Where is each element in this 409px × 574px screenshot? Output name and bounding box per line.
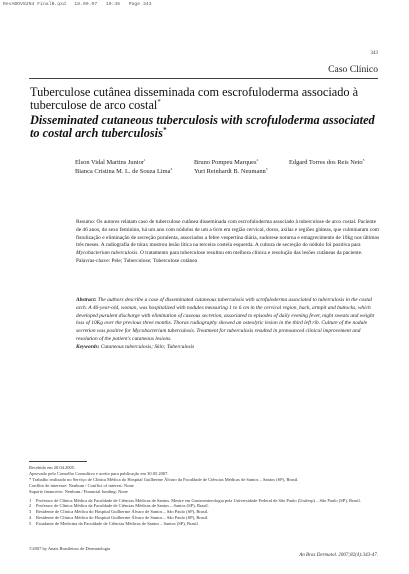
page-number: 343 — [370, 51, 378, 56]
author-2: Bruno Pompeu Marques$^2$ — [194, 157, 259, 166]
footnotes — [29, 465, 379, 527]
title-portuguese: Tuberculose cutânea disseminada com escrofuloderma associado à tuberculose de arco costal* — [30, 85, 359, 113]
work-note: * Trabalho realizado no Serviço de Clínica Médica do Hospital Guilherme Álvaro da Faculdade de Ciências Médicas de Santos – Santos (SP), Brasil. — [29, 476, 299, 482]
funding-note: Suporte financeiro: Nenhum / Financial funding: None — [29, 488, 128, 494]
author-3: Edgard Torres dos Reis Neto$^3$ — [289, 157, 365, 166]
print-slug: RevABDV82N4 FinalB.qxd 18.09.07 10:45 Page 343 — [3, 2, 152, 7]
journal-citation: An Bras Dermatol. 2007;82(4):343-47. — [299, 553, 378, 558]
abstract-paragraph: Abstract: The authors describe a case of disseminated cutaneous tuberculosis with scrofuloderma associated to tuberculosis in the costal arch. A 46-year-old, woman, was hospitalized with nodules measuring 1 to 6 cm in the cervical region, back, armpit and buttocks, which developed purulent discharge with elimination of caseous secretion, associated to episodes of daily evening fever, night sweats and weight loss of 10Kg over the previous three months. Thorax radiography showed an osteolytic lesion in the third left rib. Culture of the nodule secretion was positive for Mycobacterium tuberculosis. Treatment for tuberculosis resulted in pronounced clinical improvement and resolution of the patient's cutaneous lesions. Keywords: Cutaneous tuberculosis; Skin; Tuberculosis — [76, 297, 375, 350]
footnote-rule — [29, 461, 87, 462]
affiliation-item: 4 Residente de Clínica Médica do Hospital Guilherme Álvaro de Santos – São Paulo (SP), Brasil. — [29, 515, 209, 521]
affiliation-item: 3 Residente de Clínica Médica do Hospital Guilherme Álvaro de Santos – São Paulo (SP), Brasil. — [29, 509, 209, 515]
affiliation-item: 5 Estudante de Medicina da Faculdade de Ciências Médicas de Santos – Santos (SP), Brasil. — [29, 521, 199, 527]
author-5: Yuri Reinhardt B. Neumann$^5$ — [194, 166, 268, 175]
received-date: Recebido em 20.04.2005. — [29, 465, 76, 470]
affiliation-item: 1 Professor de Clínica Médica da Faculdade de Ciências Médicas de Santos. Mestre em Gastroenterologia pela Universidade Federal de São Paulo (Unifesp) – São Paulo (SP), Brasil. — [29, 497, 361, 503]
author-1: Elson Vidal Martins Junior$^1$ — [75, 157, 146, 166]
copyright: ©2007 by Anais Brasileiros de Dermatologia — [29, 546, 111, 551]
header-rule — [29, 78, 378, 79]
section-label: Caso Clínico — [328, 64, 378, 75]
approved-date: Aprovado pelo Conselho Consultivo e aceito para publicação em 30.05.2007. — [29, 470, 169, 476]
author-4: Bianca Cristina M. L. de Souza Lima$^4$ — [75, 166, 173, 175]
resumo-paragraph: Resumo: Os autores relatam caso de tuberculose cutânea disseminada com escrofuloderma associado à tuberculose de arco costal. Paciente de 46 anos, do sexo feminino, há um ano com nódulos de um a 6cm em região cervical, dorso, axilas e regiões glúteas, que culminaram com fistulização e eliminação de secreção purulenta, associados a febre vespertina diária, sudorese noturna e emagrecimento de 10kg nos últimos três meses. A radiografia de tórax mostrou lesão lítica na terceira costela esquerda. A cultura de secreção do nódulo foi positiva para Mycobacterium tuberculosis. O tratamento para tuberculose resultou em melhora clínica e resolução das lesões cutâneas da paciente. Palavras-chave: Pele; Tuberculose; Tuberculose cutânea — [76, 219, 380, 264]
affiliation-item: 2 Professor de Clínica Médica da Faculdade de Ciências Médicas de Santos – Santos (SP), Brasil. — [29, 503, 209, 509]
conflict-note: Conflito de interesse: Nenhum / Conflict of interest: None — [29, 482, 134, 488]
title-english: Disseminated cutaneous tuberculosis with scrofuloderma associated to costal arch tuberculosis* — [30, 113, 375, 141]
